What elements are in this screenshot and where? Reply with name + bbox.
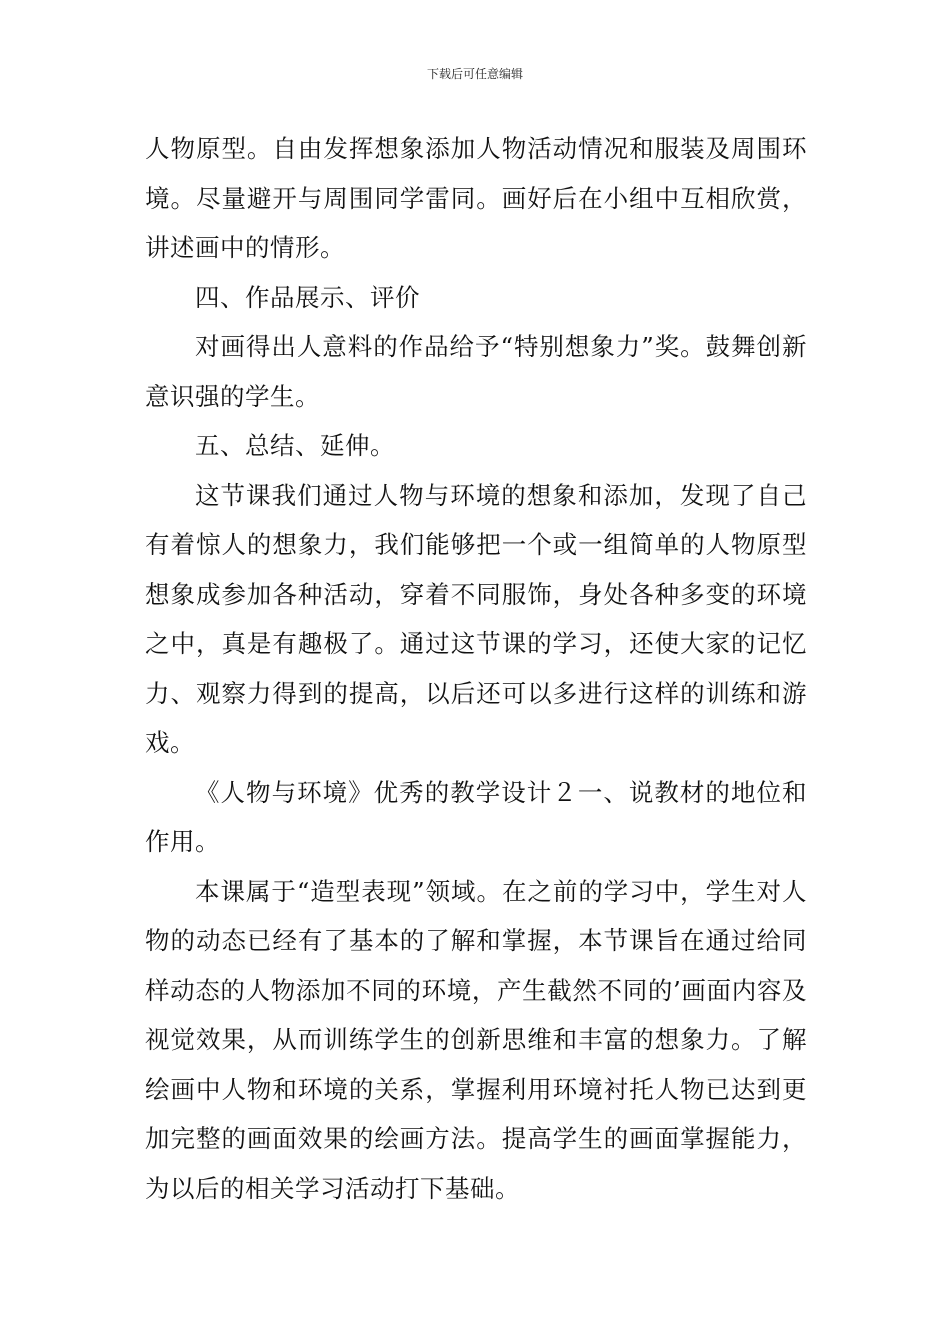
document-body — [145, 124, 807, 1213]
paragraph-summary: 这节课我们通过人物与环境的想象和添加，发现了自己有着惊人的想象力，我们能够把一个或一组简单的人物原型想象成参加各种活动，穿着不同服饰，身处各种多变的环境之中，真是有趣极了。通过这节课的学习，还使大家的记忆力、观察力得到的提高，以后还可以多进行这样的训练和游戏。 — [145, 480, 807, 757]
paragraph-design-two-title: 《人物与环境》优秀的教学设计２一、说教材的地位和作用。 — [145, 777, 807, 856]
section-heading-four: 四、作品展示、评价 — [195, 282, 420, 312]
paragraph-award: 对画得出人意料的作品给予“特别想象力”奖。鼓舞创新意识强的学生。 — [145, 332, 807, 411]
section-heading-five: 五、总结、延伸。 — [195, 431, 395, 460]
page-header: 下载后可任意编辑 — [426, 67, 523, 81]
paragraph-continuation: 人物原型。自由发挥想象添加人物活动情况和服装及周围环境。尽量避开与周围同学雷同。画好后在小组中互相欣赏，讲述画中的情形。 — [145, 134, 807, 262]
paragraph-textbook-role: 本课属于“造型表现”领域。在之前的学习中，学生对人物的动态已经有了基本的了解和掌握，本节课旨在通过给同样动态的人物添加不同的环境，产生截然不同的’画面内容及视觉效果，从而训练学生的创新思维和丰富的想象力。了解绘画中人物和环境的关系，掌握利用环境衬托人物已达到更加完整的画面效果的绘画方法。提高学生的画面掌握能力，为以后的相关学习活动打下基础。 — [145, 876, 807, 1203]
